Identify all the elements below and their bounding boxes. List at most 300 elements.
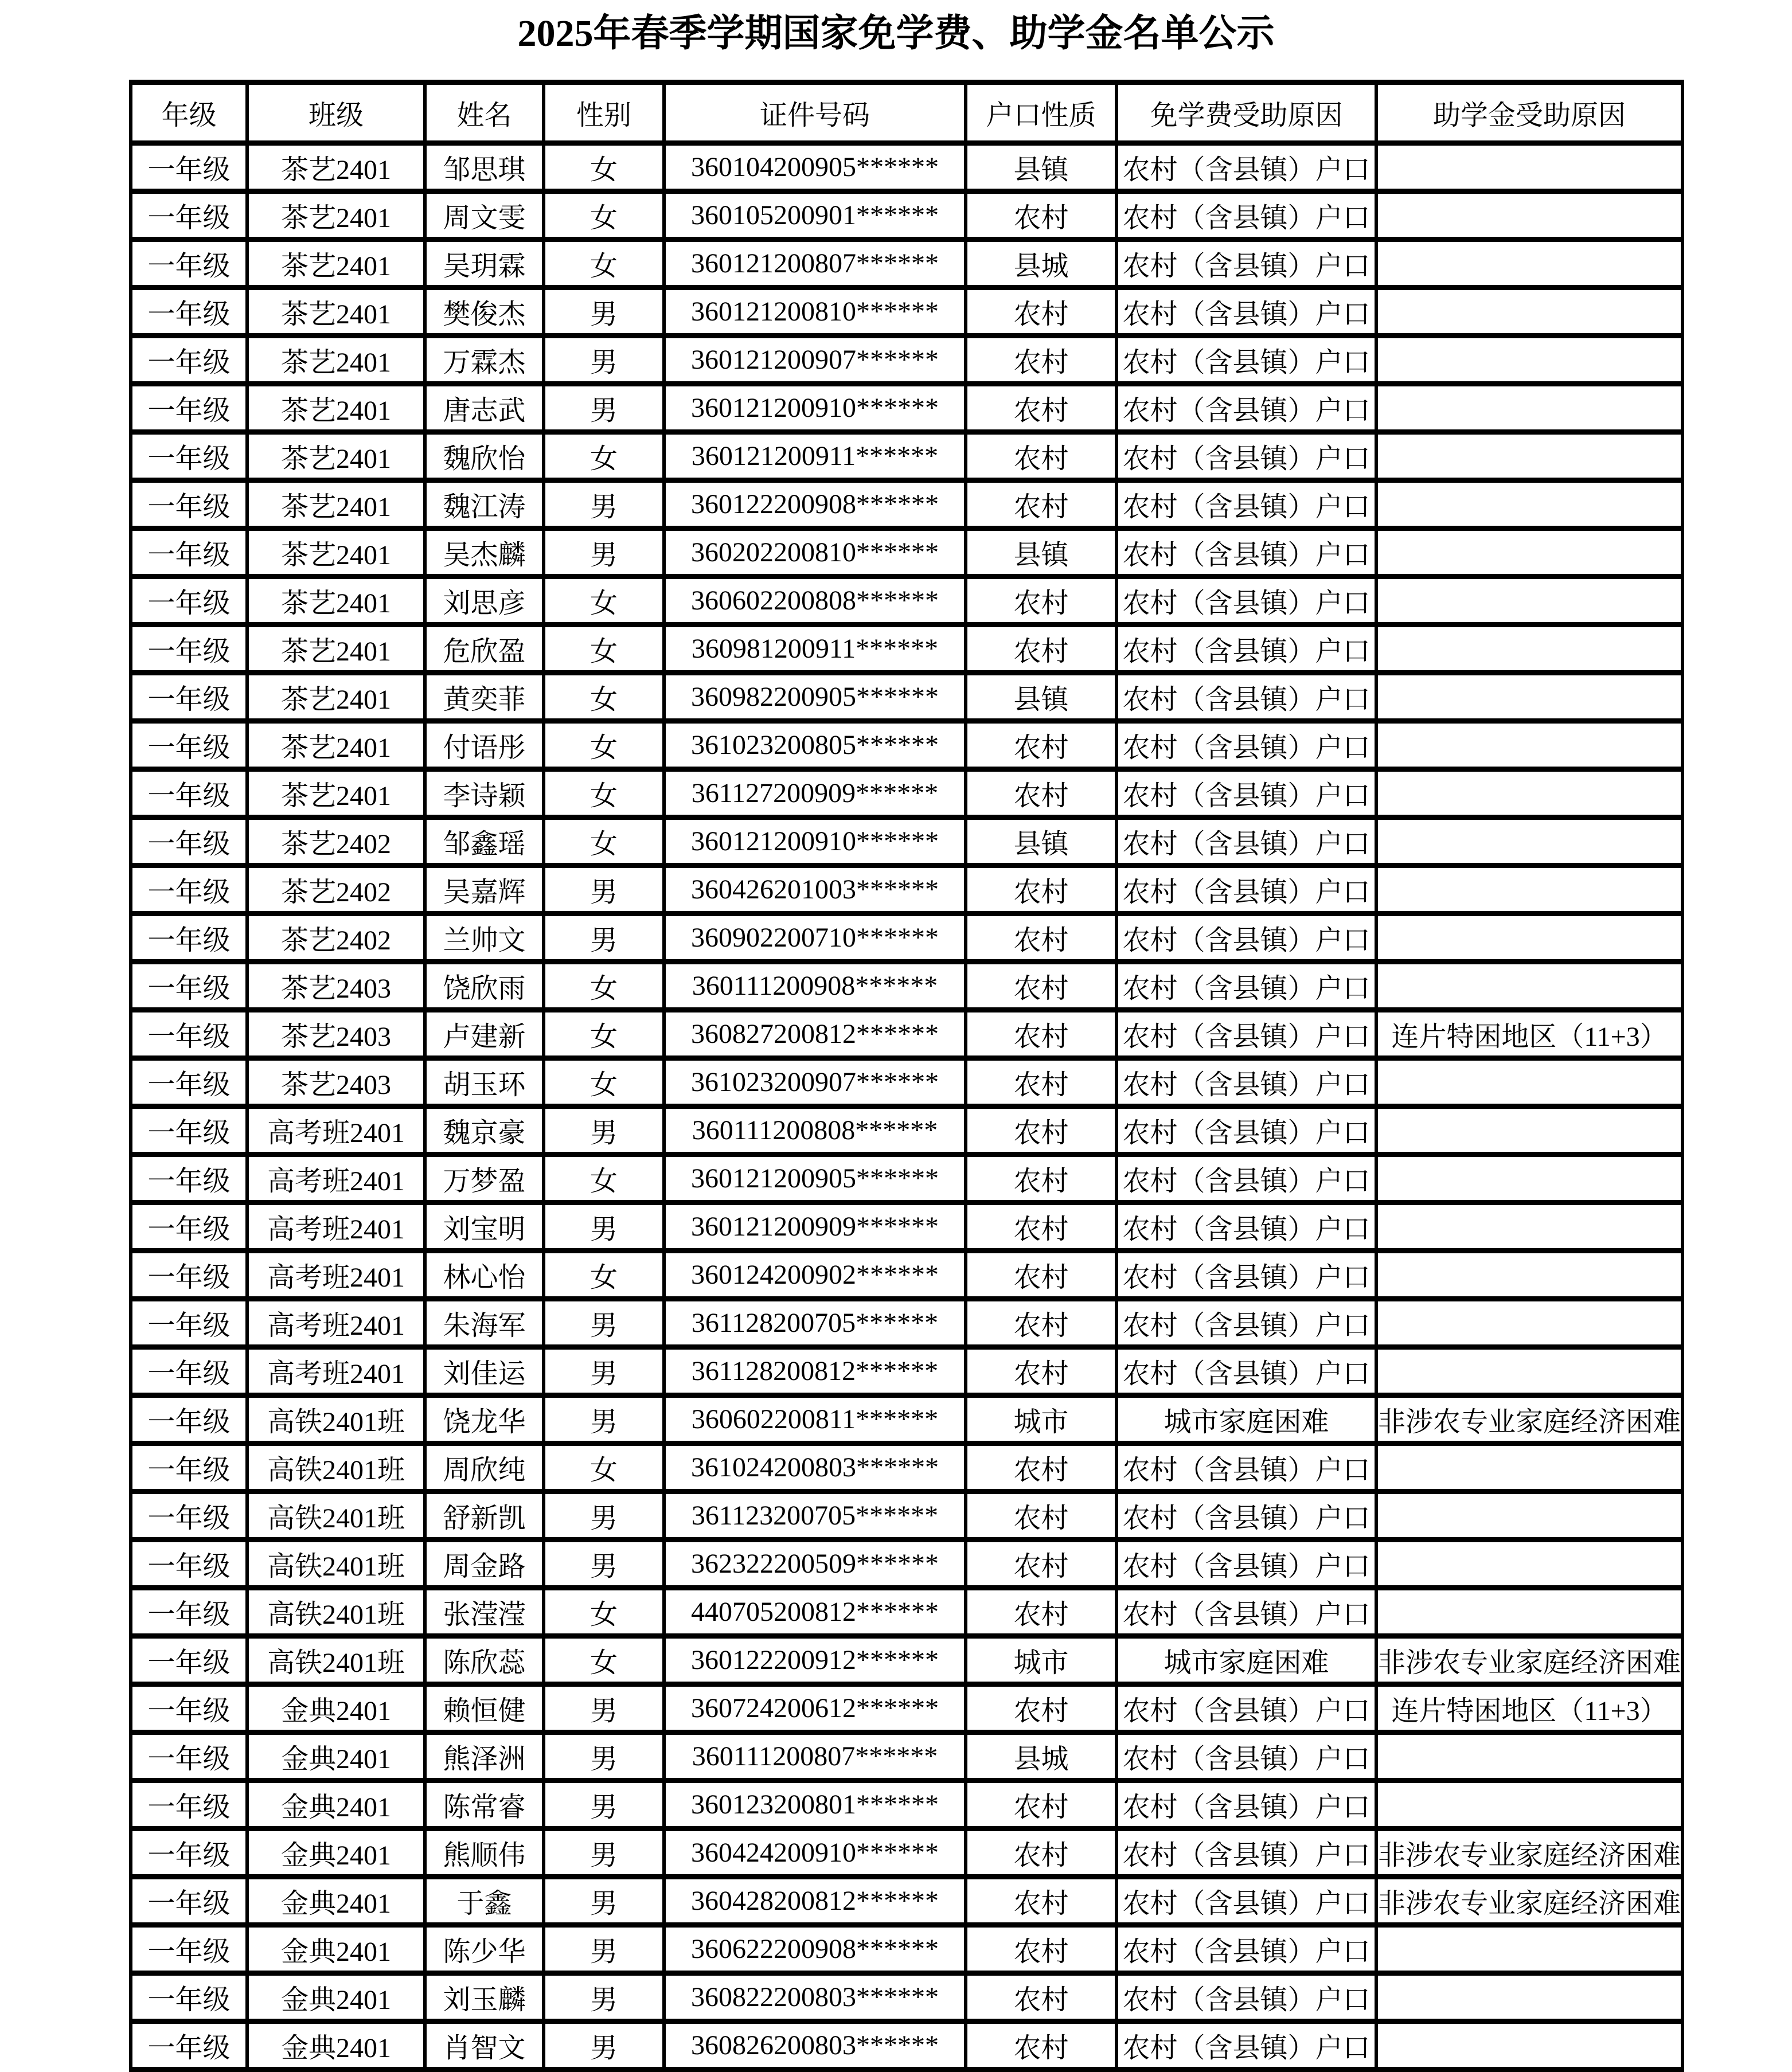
column-header-tuition_waiver_reason: 免学费受助原因 <box>1116 83 1376 143</box>
cell-id_number: 361023200907****** <box>664 1058 966 1107</box>
table-row <box>131 1347 1682 1395</box>
cell-id_number: 360122200908****** <box>664 480 966 529</box>
cell-class_name: 金典2401 <box>247 1684 425 1733</box>
cell-grade: 一年级 <box>131 529 247 577</box>
cell-gender: 女 <box>544 1251 664 1299</box>
table-row <box>131 1925 1682 1973</box>
cell-stipend_reason <box>1376 1733 1682 1781</box>
cell-stipend_reason <box>1376 384 1682 432</box>
table-row <box>131 1540 1682 1588</box>
cell-tuition_waiver_reason: 城市家庭困难 <box>1116 1395 1376 1444</box>
cell-class_name: 茶艺2402 <box>247 866 425 914</box>
cell-grade: 一年级 <box>131 1251 247 1299</box>
cell-hukou_type: 农村 <box>966 2022 1116 2070</box>
cell-tuition_waiver_reason: 农村（含县镇）户口 <box>1116 384 1376 432</box>
cell-name: 刘佳运 <box>425 1347 544 1395</box>
cell-stipend_reason <box>1376 1203 1682 1251</box>
cell-tuition_waiver_reason: 农村（含县镇）户口 <box>1116 480 1376 529</box>
cell-class_name: 高考班2401 <box>247 1107 425 1155</box>
cell-hukou_type: 农村 <box>966 769 1116 818</box>
cell-name: 邹思琪 <box>425 143 544 191</box>
cell-tuition_waiver_reason: 农村（含县镇）户口 <box>1116 866 1376 914</box>
cell-stipend_reason <box>1376 1973 1682 2022</box>
cell-class_name: 高铁2401班 <box>247 1588 425 1636</box>
cell-name: 付语彤 <box>425 721 544 769</box>
table-row <box>131 1155 1682 1203</box>
cell-tuition_waiver_reason: 农村（含县镇）户口 <box>1116 769 1376 818</box>
cell-id_number: 362322200509****** <box>664 1540 966 1588</box>
cell-grade: 一年级 <box>131 288 247 336</box>
cell-gender: 女 <box>544 625 664 673</box>
cell-id_number: 360121200905****** <box>664 1155 966 1203</box>
cell-name: 朱海军 <box>425 1299 544 1347</box>
cell-grade: 一年级 <box>131 1492 247 1540</box>
cell-id_number: 360111200807****** <box>664 1733 966 1781</box>
cell-gender: 男 <box>544 1829 664 1877</box>
table-row <box>131 288 1682 336</box>
cell-grade: 一年级 <box>131 673 247 721</box>
cell-grade: 一年级 <box>131 1395 247 1444</box>
cell-stipend_reason <box>1376 240 1682 288</box>
cell-hukou_type: 农村 <box>966 1155 1116 1203</box>
cell-class_name: 茶艺2401 <box>247 143 425 191</box>
column-header-id_number: 证件号码 <box>664 83 966 143</box>
cell-stipend_reason <box>1376 1347 1682 1395</box>
cell-hukou_type: 县城 <box>966 1733 1116 1781</box>
cell-class_name: 茶艺2401 <box>247 625 425 673</box>
cell-id_number: 360124200902****** <box>664 1251 966 1299</box>
cell-hukou_type: 农村 <box>966 1058 1116 1107</box>
cell-gender: 女 <box>544 1010 664 1058</box>
cell-name: 陈欣蕊 <box>425 1636 544 1684</box>
table-row <box>131 1973 1682 2022</box>
cell-tuition_waiver_reason: 农村（含县镇）户口 <box>1116 1155 1376 1203</box>
cell-name: 唐志武 <box>425 384 544 432</box>
cell-tuition_waiver_reason: 农村（含县镇）户口 <box>1116 577 1376 625</box>
cell-gender: 男 <box>544 384 664 432</box>
table-row <box>131 1588 1682 1636</box>
cell-grade: 一年级 <box>131 1155 247 1203</box>
cell-grade: 一年级 <box>131 1781 247 1829</box>
table-row <box>131 962 1682 1010</box>
cell-tuition_waiver_reason: 农村（含县镇）户口 <box>1116 721 1376 769</box>
cell-class_name: 茶艺2401 <box>247 336 425 384</box>
cell-tuition_waiver_reason: 农村（含县镇）户口 <box>1116 1540 1376 1588</box>
cell-class_name: 金典2401 <box>247 1877 425 1925</box>
cell-hukou_type: 农村 <box>966 1444 1116 1492</box>
cell-name: 魏京豪 <box>425 1107 544 1155</box>
table-row <box>131 1636 1682 1684</box>
cell-tuition_waiver_reason: 农村（含县镇）户口 <box>1116 1588 1376 1636</box>
cell-stipend_reason: 连片特困地区（11+3） <box>1376 1684 1682 1733</box>
cell-stipend_reason <box>1376 336 1682 384</box>
cell-hukou_type: 农村 <box>966 914 1116 962</box>
cell-gender: 女 <box>544 577 664 625</box>
cell-tuition_waiver_reason: 农村（含县镇）户口 <box>1116 1444 1376 1492</box>
cell-tuition_waiver_reason: 农村（含县镇）户口 <box>1116 1684 1376 1733</box>
table-row <box>131 914 1682 962</box>
cell-tuition_waiver_reason: 农村（含县镇）户口 <box>1116 1829 1376 1877</box>
cell-hukou_type: 农村 <box>966 336 1116 384</box>
cell-name: 周文雯 <box>425 191 544 240</box>
cell-id_number: 360424200910****** <box>664 1829 966 1877</box>
cell-tuition_waiver_reason: 农村（含县镇）户口 <box>1116 1925 1376 1973</box>
cell-id_number: 360123200801****** <box>664 1781 966 1829</box>
cell-hukou_type: 县镇 <box>966 143 1116 191</box>
cell-id_number: 360822200803****** <box>664 1973 966 2022</box>
cell-name: 饶欣雨 <box>425 962 544 1010</box>
table-header <box>131 83 1682 143</box>
cell-class_name: 高铁2401班 <box>247 1492 425 1540</box>
cell-id_number: 360121200910****** <box>664 384 966 432</box>
table-row <box>131 1203 1682 1251</box>
cell-hukou_type: 县城 <box>966 240 1116 288</box>
column-header-gender: 性别 <box>544 83 664 143</box>
cell-class_name: 高考班2401 <box>247 1155 425 1203</box>
cell-hukou_type: 农村 <box>966 1492 1116 1540</box>
cell-grade: 一年级 <box>131 577 247 625</box>
cell-class_name: 茶艺2403 <box>247 962 425 1010</box>
cell-name: 万霖杰 <box>425 336 544 384</box>
cell-gender: 男 <box>544 914 664 962</box>
cell-gender: 女 <box>544 1058 664 1107</box>
cell-id_number: 360104200905****** <box>664 143 966 191</box>
cell-tuition_waiver_reason: 农村（含县镇）户口 <box>1116 1299 1376 1347</box>
cell-tuition_waiver_reason: 农村（含县镇）户口 <box>1116 2022 1376 2070</box>
cell-grade: 一年级 <box>131 962 247 1010</box>
cell-class_name: 茶艺2401 <box>247 191 425 240</box>
header-row <box>131 83 1682 143</box>
cell-stipend_reason <box>1376 1781 1682 1829</box>
cell-grade: 一年级 <box>131 1347 247 1395</box>
cell-class_name: 金典2401 <box>247 1829 425 1877</box>
table-row <box>131 1058 1682 1107</box>
cell-grade: 一年级 <box>131 1973 247 2022</box>
table-row <box>131 721 1682 769</box>
table-row <box>131 577 1682 625</box>
cell-class_name: 茶艺2401 <box>247 432 425 480</box>
cell-tuition_waiver_reason: 农村（含县镇）户口 <box>1116 1347 1376 1395</box>
cell-grade: 一年级 <box>131 1636 247 1684</box>
table-row <box>131 866 1682 914</box>
cell-name: 熊泽洲 <box>425 1733 544 1781</box>
table-row <box>131 432 1682 480</box>
cell-hukou_type: 农村 <box>966 384 1116 432</box>
cell-grade: 一年级 <box>131 818 247 866</box>
cell-id_number: 360981200911****** <box>664 625 966 673</box>
cell-id_number: 360121200910****** <box>664 818 966 866</box>
cell-hukou_type: 农村 <box>966 962 1116 1010</box>
table-row <box>131 191 1682 240</box>
cell-class_name: 高铁2401班 <box>247 1444 425 1492</box>
cell-name: 刘玉麟 <box>425 1973 544 2022</box>
cell-gender: 男 <box>544 529 664 577</box>
cell-hukou_type: 农村 <box>966 191 1116 240</box>
cell-grade: 一年级 <box>131 143 247 191</box>
cell-tuition_waiver_reason: 农村（含县镇）户口 <box>1116 336 1376 384</box>
cell-gender: 男 <box>544 1299 664 1347</box>
cell-class_name: 茶艺2401 <box>247 288 425 336</box>
cell-name: 陈常睿 <box>425 1781 544 1829</box>
cell-id_number: 360202200810****** <box>664 529 966 577</box>
cell-stipend_reason <box>1376 1107 1682 1155</box>
cell-id_number: 360121200907****** <box>664 336 966 384</box>
cell-hukou_type: 农村 <box>966 721 1116 769</box>
cell-id_number: 360121200807****** <box>664 240 966 288</box>
cell-gender: 女 <box>544 721 664 769</box>
cell-gender: 女 <box>544 191 664 240</box>
table-row <box>131 673 1682 721</box>
cell-class_name: 高铁2401班 <box>247 1636 425 1684</box>
cell-tuition_waiver_reason: 农村（含县镇）户口 <box>1116 1107 1376 1155</box>
cell-hukou_type: 农村 <box>966 1107 1116 1155</box>
cell-stipend_reason <box>1376 914 1682 962</box>
cell-id_number: 361123200705****** <box>664 1492 966 1540</box>
cell-stipend_reason <box>1376 288 1682 336</box>
cell-name: 张滢滢 <box>425 1588 544 1636</box>
cell-grade: 一年级 <box>131 1107 247 1155</box>
cell-class_name: 金典2401 <box>247 1925 425 1973</box>
cell-hukou_type: 农村 <box>966 1251 1116 1299</box>
cell-grade: 一年级 <box>131 1684 247 1733</box>
cell-stipend_reason <box>1376 962 1682 1010</box>
cell-stipend_reason <box>1376 1492 1682 1540</box>
cell-gender: 女 <box>544 143 664 191</box>
cell-stipend_reason <box>1376 1299 1682 1347</box>
cell-hukou_type: 农村 <box>966 288 1116 336</box>
cell-name: 赖恒健 <box>425 1684 544 1733</box>
cell-grade: 一年级 <box>131 1829 247 1877</box>
cell-tuition_waiver_reason: 农村（含县镇）户口 <box>1116 1973 1376 2022</box>
cell-grade: 一年级 <box>131 721 247 769</box>
table-row <box>131 1010 1682 1058</box>
cell-name: 李诗颖 <box>425 769 544 818</box>
table-row <box>131 336 1682 384</box>
cell-gender: 男 <box>544 288 664 336</box>
cell-id_number: 360602200808****** <box>664 577 966 625</box>
cell-hukou_type: 县镇 <box>966 818 1116 866</box>
table-row <box>131 1781 1682 1829</box>
cell-grade: 一年级 <box>131 191 247 240</box>
cell-stipend_reason: 非涉农专业家庭经济困难 <box>1376 1829 1682 1877</box>
cell-class_name: 金典2401 <box>247 2022 425 2070</box>
cell-grade: 一年级 <box>131 1540 247 1588</box>
cell-grade: 一年级 <box>131 336 247 384</box>
cell-class_name: 茶艺2401 <box>247 721 425 769</box>
cell-name: 饶龙华 <box>425 1395 544 1444</box>
cell-id_number: 360121200810****** <box>664 288 966 336</box>
cell-id_number: 360428200812****** <box>664 1877 966 1925</box>
cell-gender: 女 <box>544 818 664 866</box>
cell-grade: 一年级 <box>131 432 247 480</box>
cell-name: 熊顺伟 <box>425 1829 544 1877</box>
cell-stipend_reason: 连片特困地区（11+3） <box>1376 1010 1682 1058</box>
cell-hukou_type: 农村 <box>966 1203 1116 1251</box>
cell-name: 刘思彦 <box>425 577 544 625</box>
cell-class_name: 茶艺2401 <box>247 384 425 432</box>
table-row <box>131 1829 1682 1877</box>
cell-stipend_reason <box>1376 1058 1682 1107</box>
cell-id_number: 360426201003****** <box>664 866 966 914</box>
cell-stipend_reason <box>1376 673 1682 721</box>
cell-name: 胡玉环 <box>425 1058 544 1107</box>
cell-class_name: 茶艺2401 <box>247 480 425 529</box>
table-row <box>131 1492 1682 1540</box>
table-row <box>131 1684 1682 1733</box>
cell-tuition_waiver_reason: 城市家庭困难 <box>1116 1636 1376 1684</box>
cell-grade: 一年级 <box>131 2022 247 2070</box>
column-header-name: 姓名 <box>425 83 544 143</box>
cell-gender: 女 <box>544 962 664 1010</box>
cell-gender: 女 <box>544 673 664 721</box>
cell-id_number: 360111200808****** <box>664 1107 966 1155</box>
cell-id_number: 360105200901****** <box>664 191 966 240</box>
cell-name: 肖智文 <box>425 2022 544 2070</box>
cell-class_name: 高考班2401 <box>247 1251 425 1299</box>
cell-id_number: 360724200612****** <box>664 1684 966 1733</box>
cell-id_number: 360622200908****** <box>664 1925 966 1973</box>
cell-class_name: 茶艺2401 <box>247 240 425 288</box>
cell-id_number: 361128200705****** <box>664 1299 966 1347</box>
cell-tuition_waiver_reason: 农村（含县镇）户口 <box>1116 1733 1376 1781</box>
cell-id_number: 360826200803****** <box>664 2022 966 2070</box>
cell-grade: 一年级 <box>131 1299 247 1347</box>
cell-hukou_type: 农村 <box>966 1925 1116 1973</box>
cell-stipend_reason <box>1376 1155 1682 1203</box>
cell-hukou_type: 县镇 <box>966 673 1116 721</box>
cell-stipend_reason <box>1376 1540 1682 1588</box>
cell-gender: 男 <box>544 1107 664 1155</box>
cell-tuition_waiver_reason: 农村（含县镇）户口 <box>1116 1877 1376 1925</box>
table-body <box>131 143 1682 2070</box>
cell-stipend_reason <box>1376 1925 1682 1973</box>
cell-tuition_waiver_reason: 农村（含县镇）户口 <box>1116 529 1376 577</box>
cell-class_name: 金典2401 <box>247 1781 425 1829</box>
cell-tuition_waiver_reason: 农村（含县镇）户口 <box>1116 143 1376 191</box>
cell-hukou_type: 农村 <box>966 1588 1116 1636</box>
cell-name: 吴嘉辉 <box>425 866 544 914</box>
cell-gender: 女 <box>544 1155 664 1203</box>
cell-id_number: 360982200905****** <box>664 673 966 721</box>
table-row <box>131 2022 1682 2070</box>
cell-id_number: 361024200803****** <box>664 1444 966 1492</box>
cell-stipend_reason: 非涉农专业家庭经济困难 <box>1376 1636 1682 1684</box>
cell-name: 周欣纯 <box>425 1444 544 1492</box>
cell-class_name: 高考班2401 <box>247 1299 425 1347</box>
cell-id_number: 361127200909****** <box>664 769 966 818</box>
cell-class_name: 茶艺2401 <box>247 577 425 625</box>
cell-gender: 男 <box>544 1781 664 1829</box>
cell-id_number: 440705200812****** <box>664 1588 966 1636</box>
cell-stipend_reason <box>1376 191 1682 240</box>
cell-id_number: 360121200909****** <box>664 1203 966 1251</box>
cell-tuition_waiver_reason: 农村（含县镇）户口 <box>1116 673 1376 721</box>
cell-hukou_type: 农村 <box>966 1829 1116 1877</box>
cell-stipend_reason <box>1376 1444 1682 1492</box>
cell-grade: 一年级 <box>131 769 247 818</box>
cell-name: 魏江涛 <box>425 480 544 529</box>
cell-tuition_waiver_reason: 农村（含县镇）户口 <box>1116 1203 1376 1251</box>
column-header-class_name: 班级 <box>247 83 425 143</box>
cell-tuition_waiver_reason: 农村（含县镇）户口 <box>1116 240 1376 288</box>
cell-tuition_waiver_reason: 农村（含县镇）户口 <box>1116 818 1376 866</box>
cell-class_name: 茶艺2403 <box>247 1010 425 1058</box>
table-row <box>131 143 1682 191</box>
cell-class_name: 高铁2401班 <box>247 1395 425 1444</box>
cell-gender: 男 <box>544 1877 664 1925</box>
cell-name: 卢建新 <box>425 1010 544 1058</box>
table-row <box>131 1395 1682 1444</box>
cell-id_number: 360827200812****** <box>664 1010 966 1058</box>
cell-name: 刘宝明 <box>425 1203 544 1251</box>
cell-class_name: 高铁2401班 <box>247 1540 425 1588</box>
cell-stipend_reason: 非涉农专业家庭经济困难 <box>1376 1877 1682 1925</box>
cell-gender: 女 <box>544 769 664 818</box>
cell-hukou_type: 农村 <box>966 1877 1116 1925</box>
cell-class_name: 茶艺2401 <box>247 769 425 818</box>
cell-hukou_type: 县镇 <box>966 529 1116 577</box>
cell-class_name: 茶艺2401 <box>247 673 425 721</box>
cell-grade: 一年级 <box>131 1010 247 1058</box>
table-row <box>131 1299 1682 1347</box>
table-row <box>131 1733 1682 1781</box>
cell-gender: 男 <box>544 1540 664 1588</box>
cell-name: 陈少华 <box>425 1925 544 1973</box>
cell-class_name: 茶艺2401 <box>247 529 425 577</box>
cell-grade: 一年级 <box>131 1925 247 1973</box>
cell-grade: 一年级 <box>131 1444 247 1492</box>
cell-gender: 男 <box>544 1684 664 1733</box>
column-header-stipend_reason: 助学金受助原因 <box>1376 83 1682 143</box>
cell-stipend_reason <box>1376 1251 1682 1299</box>
cell-grade: 一年级 <box>131 1058 247 1107</box>
cell-stipend_reason <box>1376 2022 1682 2070</box>
table-row <box>131 1251 1682 1299</box>
cell-grade: 一年级 <box>131 384 247 432</box>
cell-stipend_reason <box>1376 1588 1682 1636</box>
table-row <box>131 625 1682 673</box>
cell-name: 舒新凯 <box>425 1492 544 1540</box>
table-row <box>131 480 1682 529</box>
cell-gender: 女 <box>544 1588 664 1636</box>
cell-gender: 男 <box>544 1733 664 1781</box>
cell-hukou_type: 城市 <box>966 1395 1116 1444</box>
cell-class_name: 高考班2401 <box>247 1347 425 1395</box>
roster-table <box>129 80 1684 2072</box>
cell-grade: 一年级 <box>131 480 247 529</box>
table-row <box>131 769 1682 818</box>
cell-class_name: 茶艺2402 <box>247 914 425 962</box>
cell-class_name: 金典2401 <box>247 1973 425 2022</box>
cell-gender: 男 <box>544 336 664 384</box>
cell-hukou_type: 农村 <box>966 1973 1116 2022</box>
table-row <box>131 240 1682 288</box>
cell-hukou_type: 农村 <box>966 1540 1116 1588</box>
table-row <box>131 529 1682 577</box>
cell-stipend_reason <box>1376 577 1682 625</box>
column-header-grade: 年级 <box>131 83 247 143</box>
cell-stipend_reason <box>1376 143 1682 191</box>
cell-tuition_waiver_reason: 农村（含县镇）户口 <box>1116 914 1376 962</box>
cell-class_name: 高考班2401 <box>247 1203 425 1251</box>
cell-grade: 一年级 <box>131 625 247 673</box>
cell-id_number: 361128200812****** <box>664 1347 966 1395</box>
cell-gender: 男 <box>544 2022 664 2070</box>
cell-hukou_type: 农村 <box>966 1010 1116 1058</box>
column-header-hukou_type: 户口性质 <box>966 83 1116 143</box>
cell-name: 吴玥霖 <box>425 240 544 288</box>
cell-gender: 男 <box>544 1347 664 1395</box>
